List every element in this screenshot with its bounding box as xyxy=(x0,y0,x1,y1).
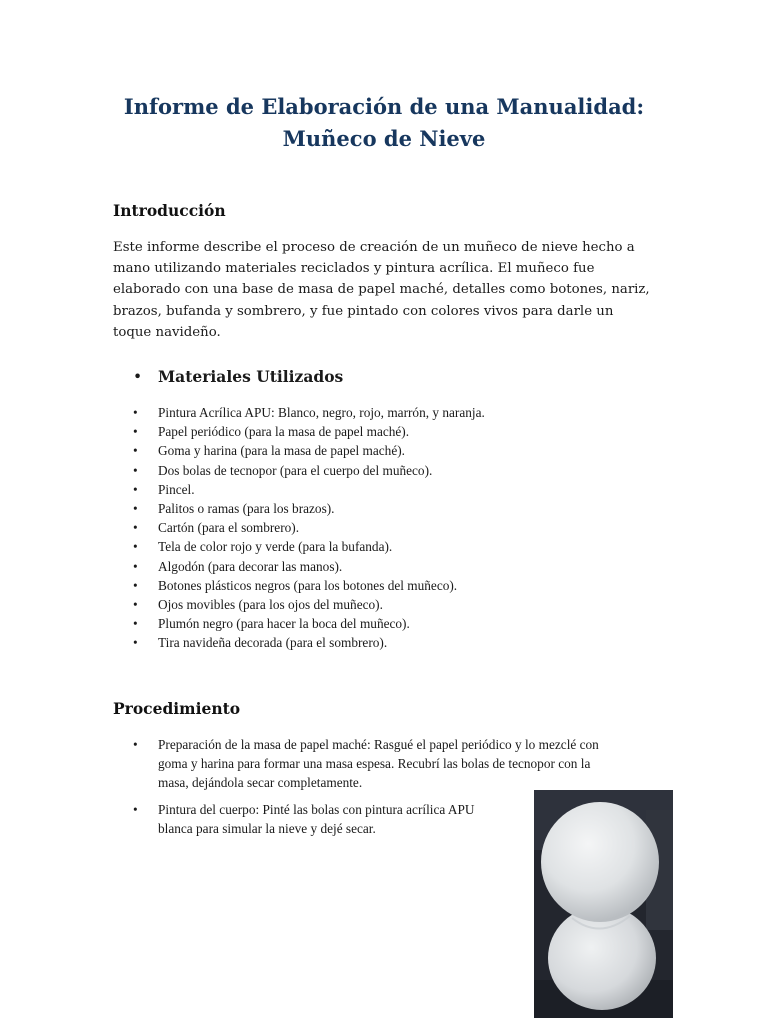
list-item xyxy=(133,441,485,460)
list-item xyxy=(133,461,485,480)
bullet-icon: • xyxy=(133,443,138,459)
list-item-text: Palitos o ramas (para los brazos). xyxy=(158,501,335,517)
bullet-icon: • xyxy=(133,577,138,593)
bullet-icon: • xyxy=(133,616,138,632)
list-item-text: Pincel. xyxy=(158,481,195,497)
list-item xyxy=(133,499,485,518)
list-item-text: Dos bolas de tecnopor (para el cuerpo del muñeco). xyxy=(158,462,433,478)
materials-list xyxy=(133,403,485,653)
step-text xyxy=(158,735,599,793)
bullet-icon: • xyxy=(133,597,138,613)
list-item xyxy=(133,403,485,422)
list-item-text: Pintura Acrílica APU: Blanco, negro, rojo, marrón, y naranja. xyxy=(158,405,485,420)
procedure-step-2 xyxy=(133,800,474,838)
bullet-icon: • xyxy=(133,367,143,386)
procedure-heading: Procedimiento xyxy=(113,699,241,718)
bullet-icon: • xyxy=(133,802,138,817)
intro-heading: Introducción xyxy=(113,201,226,220)
list-item-text: Ojos movibles (para los ojos del muñeco). xyxy=(158,597,383,613)
materials-heading xyxy=(133,367,343,386)
document-title: Informe de Elaboración de una Manualidad: Muñeco de Nieve xyxy=(123,94,645,151)
procedure-step-1 xyxy=(133,735,599,793)
intro-paragraph: Este informe describe el proceso de creación de un muñeco de nieve hecho a mano utilizando materiales reciclados y pintura acrílica. El muñeco fue elaborado con una base de masa de papel maché, detalles como botones, nariz, brazos, bufanda y sombrero, y fue pintado con colores vivos para darle un toque navideño. xyxy=(113,240,650,340)
bullet-icon: • xyxy=(133,462,138,478)
bullet-icon: • xyxy=(133,520,138,536)
list-item-text: Algodón (para decorar las manos). xyxy=(158,558,343,574)
bullet-icon: • xyxy=(133,501,138,517)
bullet-icon: • xyxy=(133,635,138,651)
bullet-icon: • xyxy=(133,558,138,574)
list-item xyxy=(133,557,485,576)
list-item-text: Tira navideña decorada (para el sombrero). xyxy=(158,635,388,651)
list-item xyxy=(133,576,485,595)
list-item xyxy=(133,633,485,652)
list-item xyxy=(133,614,485,633)
step-line: goma y harina para formar una masa espesa. Recubrí las bolas de tecnopor con la xyxy=(158,756,591,772)
list-item xyxy=(133,422,485,441)
bullet-icon: • xyxy=(133,539,138,555)
list-item-text: Plumón negro (para hacer la boca del muñeco). xyxy=(158,616,410,632)
list-item xyxy=(133,595,485,614)
list-item-text: Cartón (para el sombrero). xyxy=(158,520,300,536)
list-item xyxy=(133,480,485,499)
list-item-text: Papel periódico (para la masa de papel maché). xyxy=(158,424,410,440)
step-text xyxy=(158,800,474,838)
materials-heading-text: Materiales Utilizados xyxy=(158,367,344,386)
step-line: Pintura del cuerpo: Pinté las bolas con pintura acrílica APU xyxy=(158,802,475,817)
list-item xyxy=(133,518,485,537)
list-item-text: Botones plásticos negros (para los botones del muñeco). xyxy=(158,577,458,593)
snowman-photo xyxy=(534,790,673,1018)
styrofoam-balls-image xyxy=(534,790,673,1018)
step-line: Preparación de la masa de papel maché: Rasgué el papel periódico y lo mezclé con xyxy=(158,737,599,752)
step-line: blanca para simular la nieve y dejé secar. xyxy=(158,821,376,837)
bullet-icon: • xyxy=(133,424,138,440)
list-item xyxy=(133,800,474,838)
bullet-icon: • xyxy=(133,737,138,752)
step-line: masa, dejándola secar completamente. xyxy=(158,775,363,791)
list-item xyxy=(133,537,485,556)
bullet-icon: • xyxy=(133,481,138,497)
list-item-text: Goma y harina (para la masa de papel maché). xyxy=(158,443,405,459)
list-item xyxy=(133,735,599,793)
bullet-icon: • xyxy=(133,405,138,420)
list-item-text: Tela de color rojo y verde (para la bufanda). xyxy=(158,539,393,555)
